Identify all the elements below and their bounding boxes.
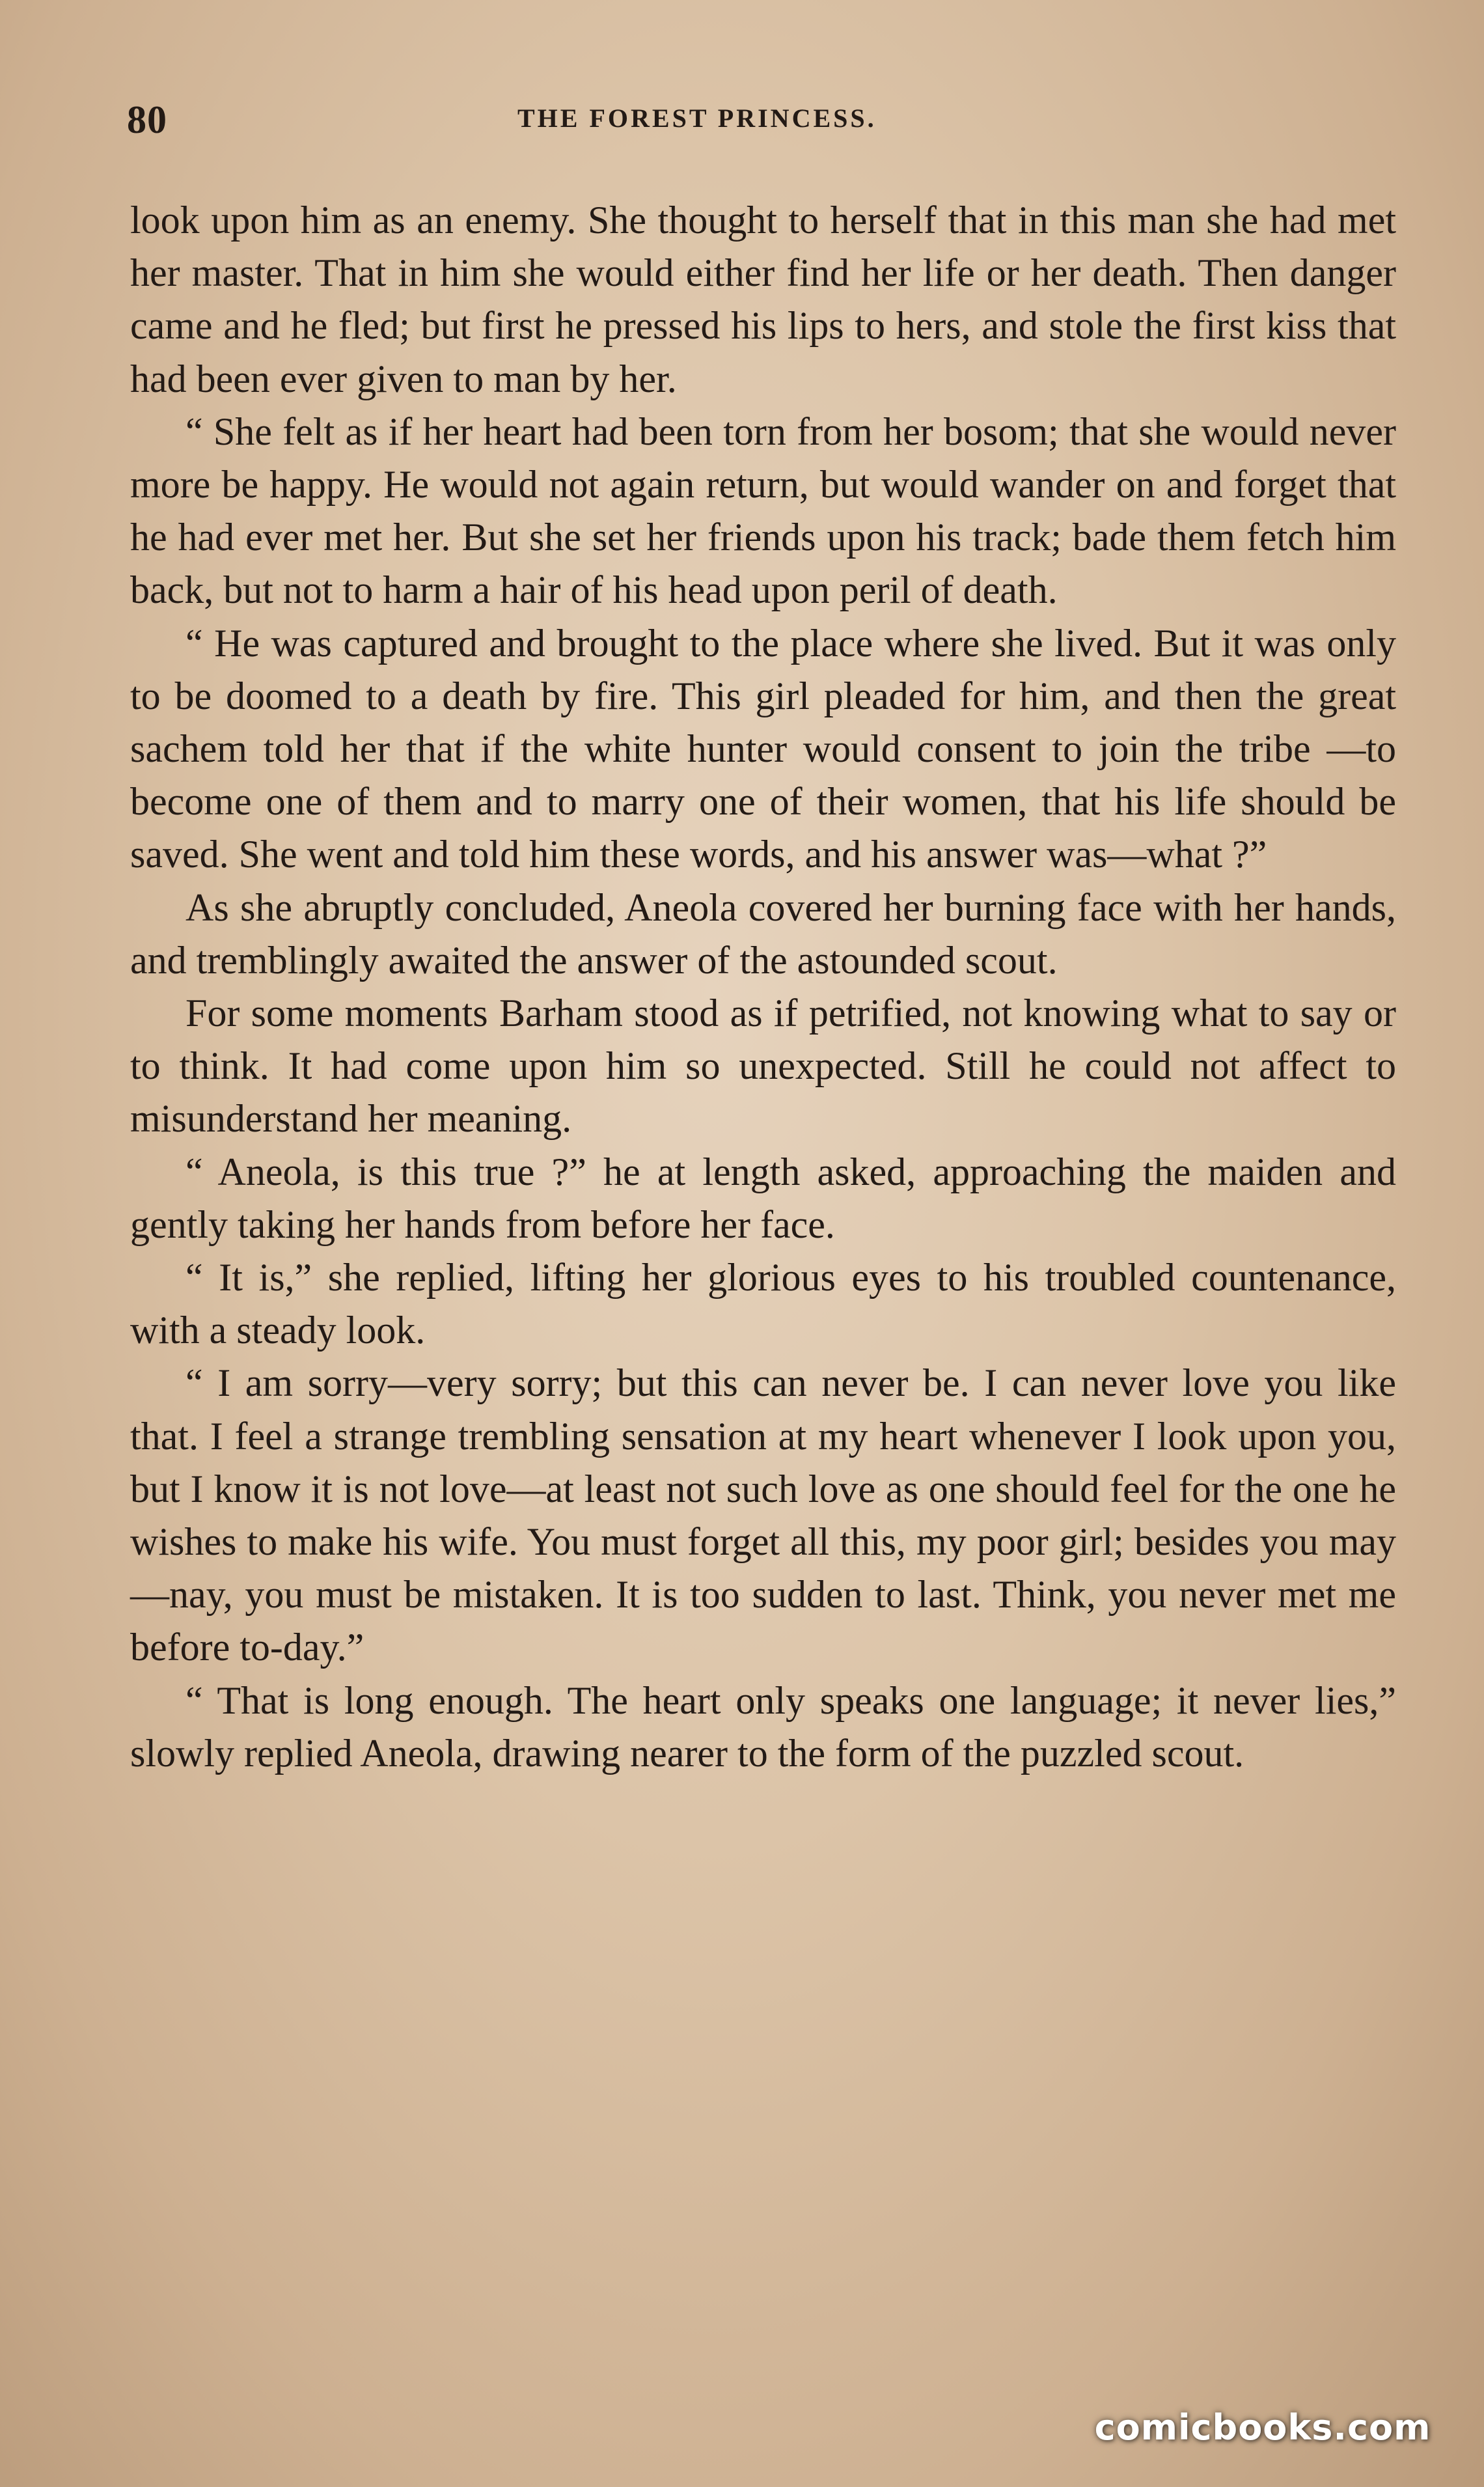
paragraph-4: As she abruptly concluded, Aneola covered her burning face with her hands, and tremblingly awaited the answer of the astounded scout. xyxy=(130,885,1396,982)
paragraph-7: “ It is,” she replied, lifting her glorious eyes to his troubled countenance, with a steady look. xyxy=(130,1256,1396,1352)
body-text xyxy=(130,194,1396,1780)
paragraph-5: For some moments Barham stood as if petrified, not knowing what to say or to think. It had come upon him so unexpected. Still he could not affect to misunderstand her meaning. xyxy=(130,992,1396,1141)
paragraph-2: “ She felt as if her heart had been torn from her bosom; that she would never more be happy. He would not again return, but would wander on and forget that he had ever met her. But she set her friends upon his track; bade them fetch him back, but not to harm a hair of his head upon peril of death. xyxy=(130,410,1396,612)
page-number: 80 xyxy=(127,98,167,141)
watermark: comicbooks.com xyxy=(1094,2407,1431,2448)
paragraph-1: look upon him as an enemy. She thought to herself that in this man she had met her master. That in him she would either find her life or her death. Then danger came and he fled; but first he pressed his lips to hers, and stole the first kiss that had been ever given to man by her. xyxy=(130,199,1396,400)
paragraph-9: “ That is long enough. The heart only speaks one language; it never lies,” slowly replied Aneola, drawing nearer to the form of the puzzled scout. xyxy=(130,1678,1396,1775)
paragraph-3: “ He was captured and brought to the place where she lived. But it was only to be doomed to a death by fire. This girl pleaded for him, and then the great sachem told her that if the white hunter would consent to join the tribe —to become one of them and to marry one of their women, that his life should be saved. She went and told him these words, and his answer was—what ?” xyxy=(130,621,1396,876)
paragraph-8: “ I am sorry—very sorry; but this can never be. I can never love you like that. I feel a strange trembling sensation at my heart whenever I look upon you, but I know it is not love—at least not such love as one should feel for the one he wishes to make his wife. You must forget all this, my poor girl; besides you may—nay, you must be mistaken. It is too sudden to last. Think, you never met me before to-day.” xyxy=(130,1361,1396,1669)
paragraph-6: “ Aneola, is this true ?” he at length asked, approaching the maiden and gently taking her hands from before her face. xyxy=(130,1150,1396,1246)
page-header xyxy=(127,91,1403,156)
running-title: THE FOREST PRINCESS. xyxy=(517,104,877,133)
